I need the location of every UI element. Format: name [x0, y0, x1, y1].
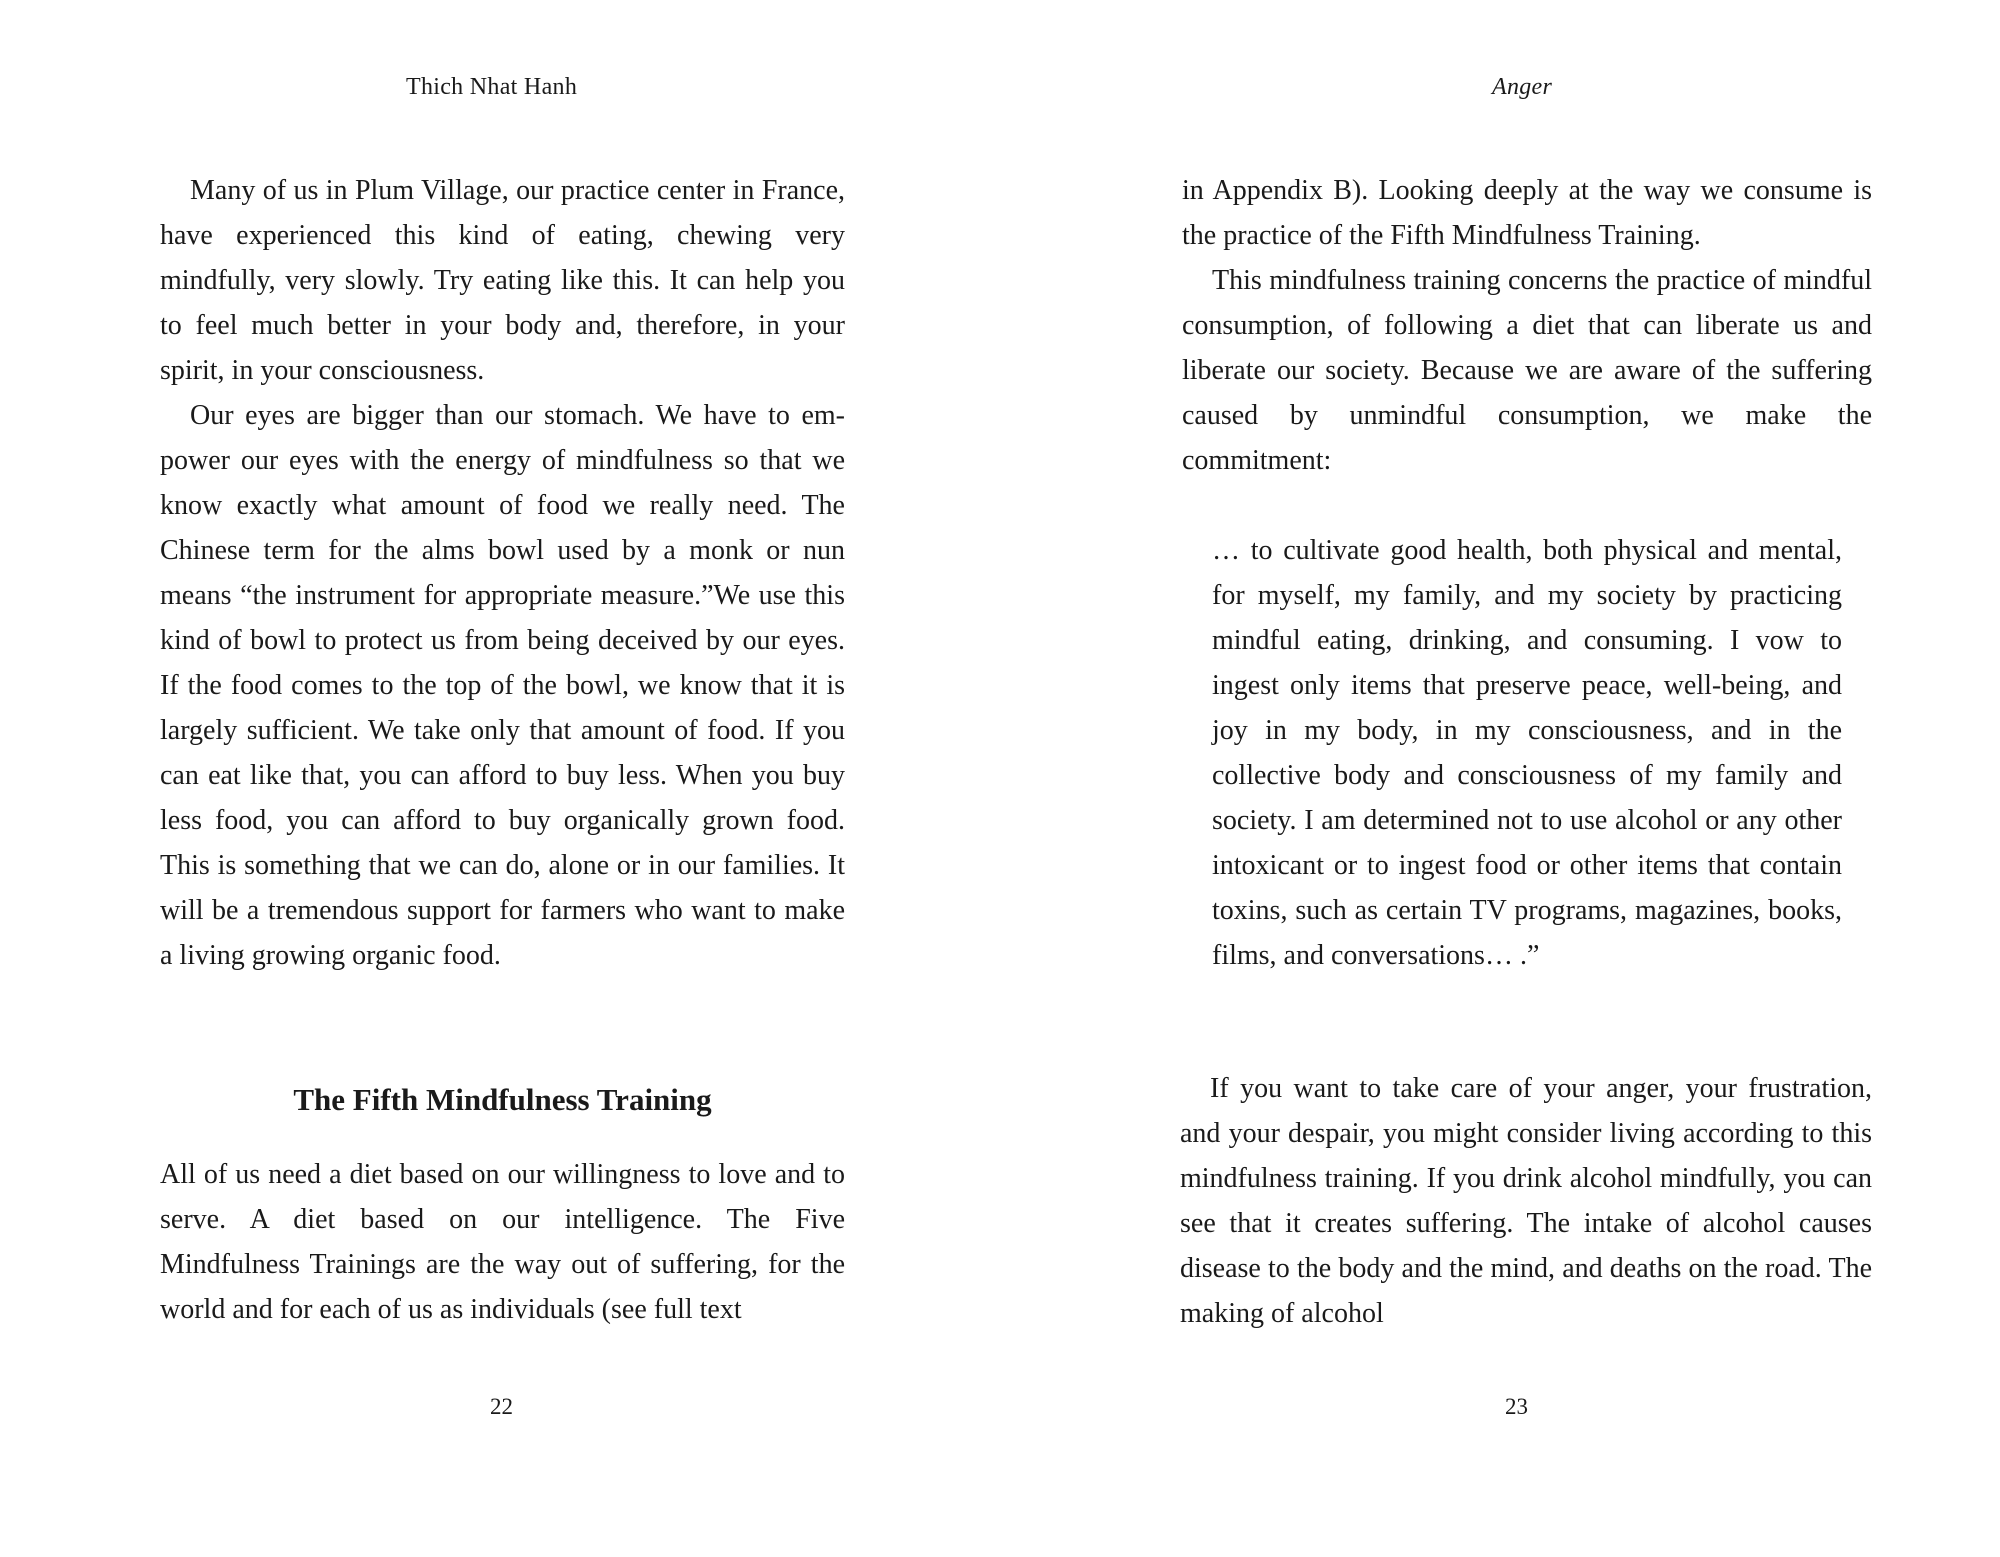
section-heading: The Fifth Mindfulness Training: [293, 1082, 712, 1117]
left-body-after-heading: [160, 1152, 845, 1332]
paragraph: This mindfulness training concerns the practice of mindful consumption, of following a diet that can liberate us and liberate our society. Because we are aware of the suffering caused by unmindful consumption, we make the commitment:: [1182, 265, 1872, 476]
paragraph: Many of us in Plum Village, our practice center in France, have experienced this kind of eating, chewing very mindfully, very slowly. Try eating like this. It can help you to feel much better in your body and, therefore, in your spirit, in your consciousness.: [160, 175, 845, 386]
paragraph: Our eyes are bigger than our stomach. We have to empower our eyes with the energy of mindfulness so that we know exactly what amount of food we really need. The Chinese term for the alms bowl used by a monk or nun means “the instrument for appropriate measure.”We use this kind of bowl to protect us from being deceived by our eyes. If the food comes to the top of the bowl, we know that it is largely sufficient. We take only that amount of food. If you can eat like that, you can afford to buy less. When you buy less food, you can afford to buy organically grown food. This is something that we can do, alone or in our families. It will be a tremendous support for farmers who want to make a living growing organic food.: [160, 400, 845, 971]
running-head-title: Anger: [1492, 74, 1553, 100]
block-quote: … to cultivate good health, both physical and mental, for myself, my family, and my society by practicing mindful eating, drinking, and consuming. I vow to ingest only items that preserve peace, well-being, and joy in my body, in my consciousness, and in the collective body and consciousness of my family and society. I am determined not to use alcohol or any other intoxicant or to ingest food or other items that contain toxins, such as certain TV programs, magazines, books, films, and conversations… .”: [1212, 535, 1842, 971]
right-body-text: [1182, 168, 1872, 483]
page-number: 22: [490, 1394, 513, 1419]
paragraph: in Appendix B). Looking deeply at the way we consume is the practice of the Fifth Mindfulness Training.: [1182, 175, 1872, 251]
right-page: [1000, 0, 2000, 1557]
running-head-author: Thich Nhat Hanh: [406, 74, 578, 100]
paragraph: All of us need a diet based on our willingness to love and to serve. A diet based on our intelligence. The Five Mindfulness Trainings are the way out of suffering, for the world and for each of us as individuals (see full text: [160, 1159, 845, 1325]
page-number: 23: [1505, 1394, 1528, 1419]
right-body-after-quote: [1180, 1066, 1872, 1336]
paragraph: If you want to take care of your anger, your frustration, and your despair, you might consider living according to this mindfulness training. If you drink alcohol mindfully, you can see that it creates suffering. The intake of alcohol causes disease to the body and the mind, and deaths on the road. The making of alcohol: [1180, 1073, 1872, 1329]
left-body-text: [160, 168, 845, 978]
